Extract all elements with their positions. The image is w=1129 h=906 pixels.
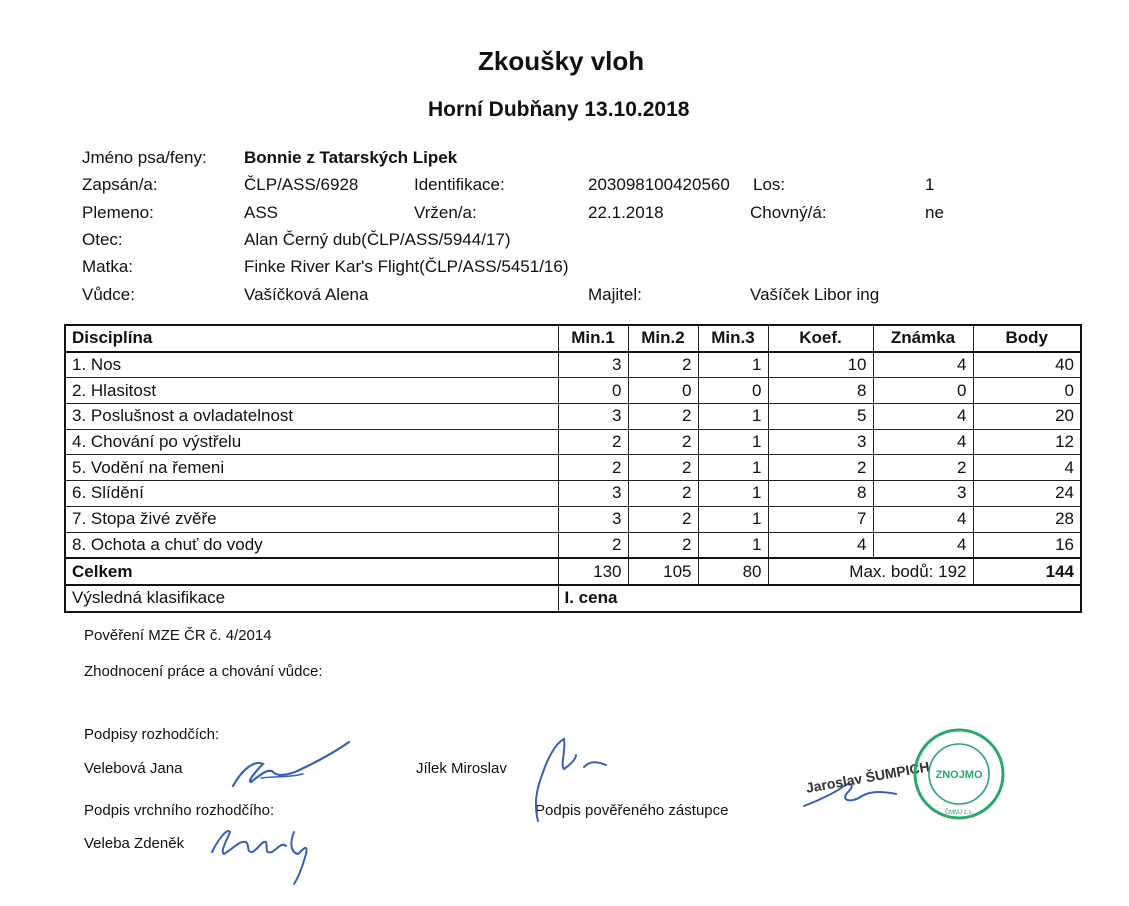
discipline-cell: 2. Hlasitost — [65, 378, 558, 404]
koef-cell: 7 — [768, 506, 873, 532]
min2-cell: 2 — [628, 455, 698, 481]
min1-cell: 0 — [558, 378, 628, 404]
judge2-name: Jílek Miroslav — [416, 760, 507, 777]
grade-cell: 3 — [873, 481, 973, 507]
final-classification-row — [65, 585, 1081, 612]
grade-cell: 4 — [873, 532, 973, 558]
total-min2: 105 — [628, 558, 698, 585]
max-points: Max. bodů: 192 — [768, 558, 973, 585]
header-min2: Min.2 — [628, 325, 698, 352]
koef-cell: 2 — [768, 455, 873, 481]
signature-chief — [206, 818, 326, 888]
points-cell: 0 — [973, 378, 1081, 404]
results-table — [64, 324, 1082, 613]
born-value: 22.1.2018 — [588, 203, 664, 222]
grade-cell: 4 — [873, 429, 973, 455]
points-cell: 12 — [973, 429, 1081, 455]
sire-label: Otec: — [82, 230, 123, 249]
chief-judge-label: Podpis vrchního rozhodčího: — [84, 802, 275, 819]
svg-text:ZNOJMO: ZNOJMO — [935, 769, 983, 781]
header-koef: Koef. — [768, 325, 873, 352]
min2-cell: 2 — [628, 506, 698, 532]
final-value: I. cena — [558, 585, 1081, 612]
min3-cell: 0 — [698, 378, 768, 404]
min3-cell: 1 — [698, 352, 768, 378]
signature-judge2 — [520, 735, 620, 825]
min1-cell: 3 — [558, 352, 628, 378]
points-cell: 16 — [973, 532, 1081, 558]
grade-cell: 4 — [873, 404, 973, 430]
points-cell: 24 — [973, 481, 1081, 507]
representative-label: Podpis pověřeného zástupce — [535, 802, 729, 819]
evaluation-label: Zhodnocení práce a chování vůdce: — [84, 663, 323, 680]
lot-value: 1 — [925, 175, 935, 194]
min2-cell: 2 — [628, 532, 698, 558]
min2-cell: 2 — [628, 481, 698, 507]
table-header-row — [65, 325, 1081, 352]
total-label: Celkem — [65, 558, 558, 585]
discipline-cell: 6. Slídění — [65, 481, 558, 507]
page-subtitle: Horní Dubňany 13.10.2018 — [428, 98, 690, 121]
header-min3: Min.3 — [698, 325, 768, 352]
discipline-cell: 4. Chování po výstřelu — [65, 429, 558, 455]
discipline-cell: 3. Poslušnost a ovladatelnost — [65, 404, 558, 430]
grade-cell: 4 — [873, 506, 973, 532]
min3-cell: 1 — [698, 532, 768, 558]
owner-label: Majitel: — [588, 285, 642, 304]
total-row — [65, 558, 1081, 585]
judges-label: Podpisy rozhodčích: — [84, 726, 220, 743]
min3-cell: 1 — [698, 404, 768, 430]
header-min1: Min.1 — [558, 325, 628, 352]
points-cell: 4 — [973, 455, 1081, 481]
header-discipline: Disciplína — [65, 325, 558, 352]
discipline-cell: 8. Ochota a chuť do vody — [65, 532, 558, 558]
signature-judge1 — [225, 738, 365, 798]
table-row — [65, 404, 1081, 430]
table-row — [65, 429, 1081, 455]
points-cell: 40 — [973, 352, 1081, 378]
owner-value: Vašíček Libor ing — [750, 285, 880, 304]
koef-cell: 5 — [768, 404, 873, 430]
min2-cell: 2 — [628, 352, 698, 378]
min1-cell: 3 — [558, 481, 628, 507]
chief-judge-name: Veleba Zdeněk — [84, 835, 185, 852]
min1-cell: 3 — [558, 404, 628, 430]
dog-name: Bonnie z Tatarských Lipek — [244, 148, 458, 167]
min2-cell: 2 — [628, 429, 698, 455]
points-cell: 20 — [973, 404, 1081, 430]
breeding-label: Chovný/á: — [750, 203, 827, 222]
min3-cell: 1 — [698, 429, 768, 455]
koef-cell: 4 — [768, 532, 873, 558]
min1-cell: 3 — [558, 506, 628, 532]
handler-value: Vašíčková Alena — [244, 285, 369, 304]
authorization-text: Pověření MZE ČR č. 4/2014 — [84, 627, 272, 644]
grade-cell: 4 — [873, 352, 973, 378]
discipline-cell: 5. Vodění na řemeni — [65, 455, 558, 481]
final-label: Výsledná klasifikace — [65, 585, 558, 612]
table-row — [65, 481, 1081, 507]
breeding-value: ne — [925, 203, 944, 222]
page-title: Zkoušky vloh — [478, 46, 645, 76]
breed-label: Plemeno: — [82, 203, 154, 222]
total-min1: 130 — [558, 558, 628, 585]
registered-value: ČLP/ASS/6928 — [244, 175, 359, 194]
svg-text:ČMMJ z.s.: ČMMJ z.s. — [944, 810, 974, 816]
total-points: 144 — [973, 558, 1081, 585]
breed-value: ASS — [244, 203, 279, 222]
koef-cell: 10 — [768, 352, 873, 378]
min1-cell: 2 — [558, 455, 628, 481]
min2-cell: 2 — [628, 404, 698, 430]
koef-cell: 8 — [768, 378, 873, 404]
identification-label: Identifikace: — [414, 175, 505, 194]
total-min3: 80 — [698, 558, 768, 585]
min1-cell: 2 — [558, 532, 628, 558]
grade-cell: 0 — [873, 378, 973, 404]
handler-label: Vůdce: — [82, 285, 135, 304]
representative-name-stamp: Jaroslav ŠUMPICH — [804, 758, 931, 796]
points-cell: 28 — [973, 506, 1081, 532]
min1-cell: 2 — [558, 429, 628, 455]
table-row — [65, 455, 1081, 481]
born-label: Vržen/a: — [414, 203, 477, 222]
table-row — [65, 352, 1081, 378]
min3-cell: 1 — [698, 506, 768, 532]
grade-cell: 2 — [873, 455, 973, 481]
judge1-name: Velebová Jana — [84, 760, 183, 777]
identification-value: 203098100420560 — [588, 175, 730, 194]
table-row — [65, 532, 1081, 558]
header-points: Body — [973, 325, 1081, 352]
dam-label: Matka: — [82, 257, 134, 276]
table-row — [65, 378, 1081, 404]
min3-cell: 1 — [698, 481, 768, 507]
lot-label: Los: — [753, 175, 786, 194]
table-row — [65, 506, 1081, 532]
association-stamp-icon — [911, 726, 1007, 822]
header-grade: Známka — [873, 325, 973, 352]
dam-value: Finke River Kar's Flight(ČLP/ASS/5451/16) — [244, 257, 569, 276]
name-label: Jméno psa/feny: — [82, 148, 207, 167]
min3-cell: 1 — [698, 455, 768, 481]
koef-cell: 8 — [768, 481, 873, 507]
koef-cell: 3 — [768, 429, 873, 455]
discipline-cell: 7. Stopa živé zvěře — [65, 506, 558, 532]
discipline-cell: 1. Nos — [65, 352, 558, 378]
sire-value: Alan Černý dub(ČLP/ASS/5944/17) — [244, 230, 511, 249]
registered-label: Zapsán/a: — [82, 175, 158, 194]
min2-cell: 0 — [628, 378, 698, 404]
